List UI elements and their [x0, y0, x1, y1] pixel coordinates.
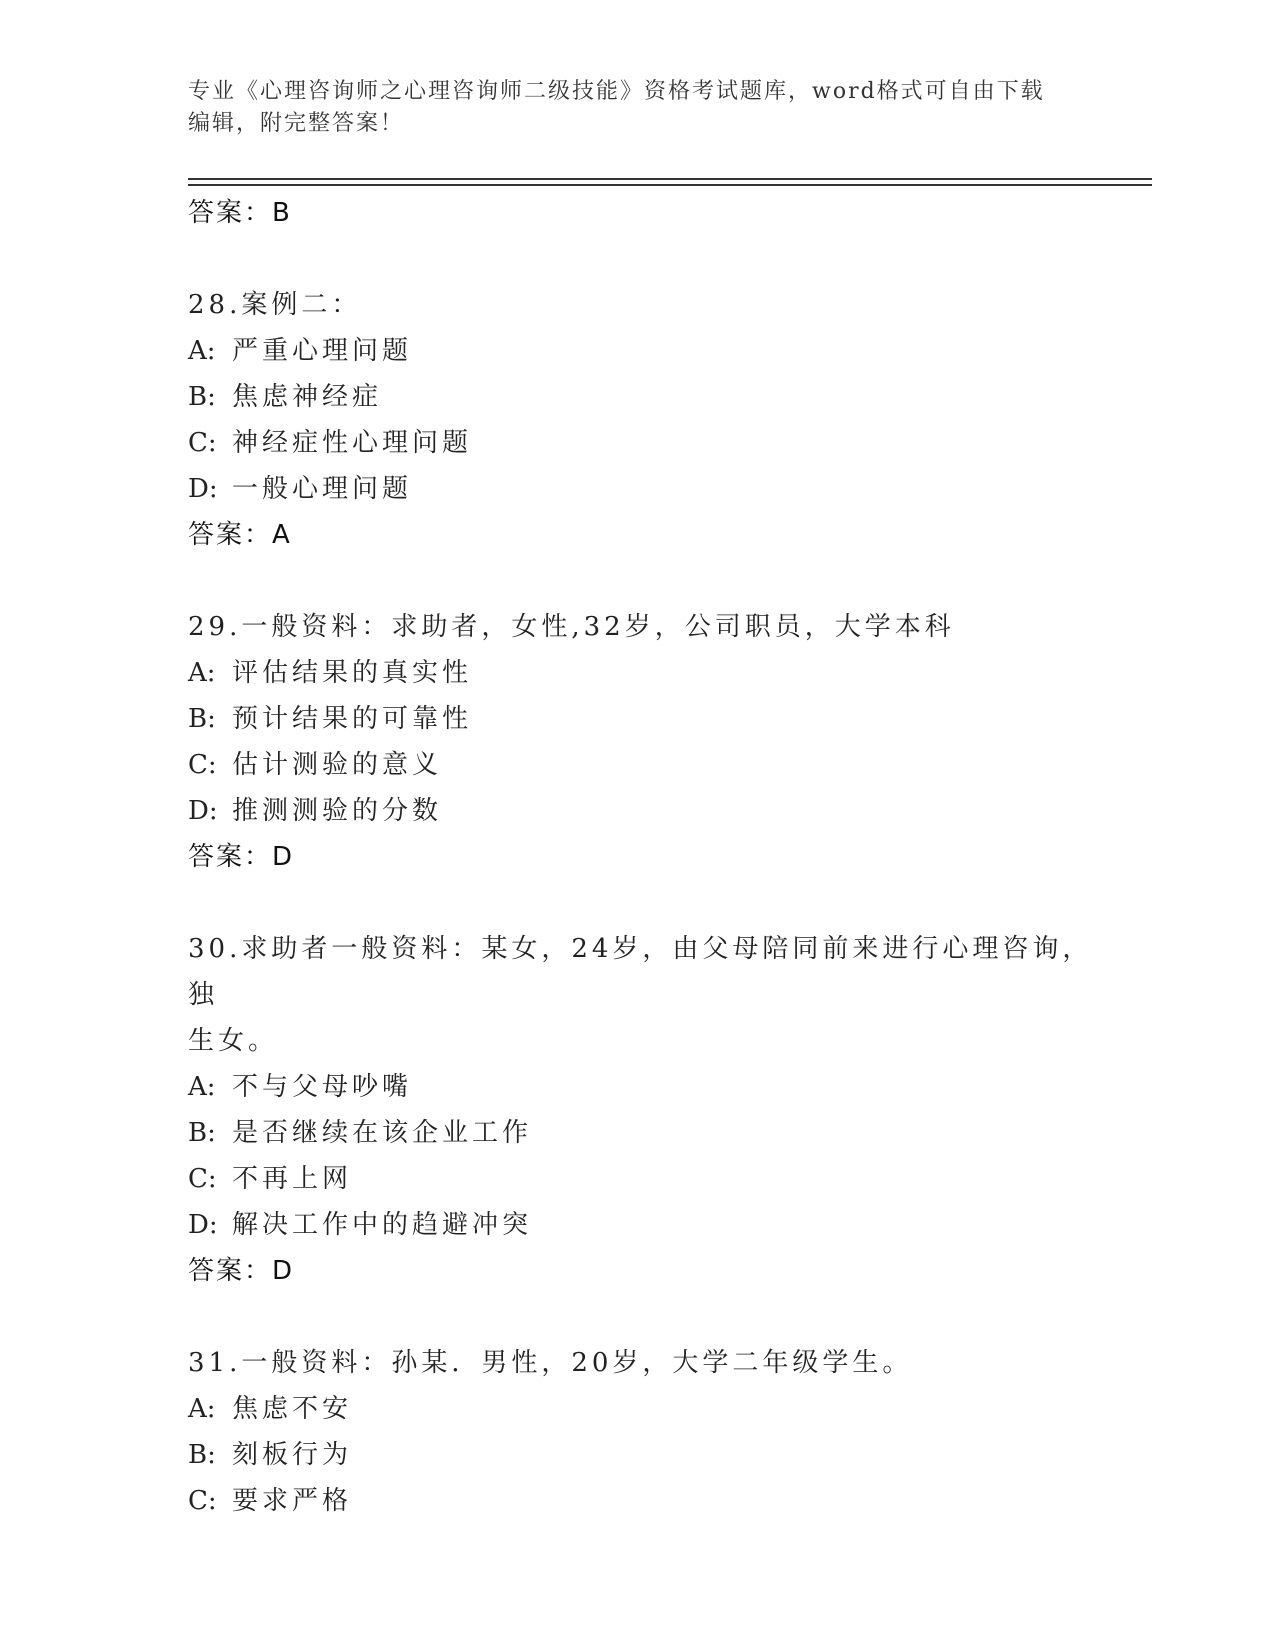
- option-letter: C:: [188, 428, 217, 458]
- option-a: [188, 1386, 1108, 1432]
- question-stem-continued: 生女。: [188, 1026, 279, 1056]
- option-text: 评估结果的真实性: [232, 658, 473, 688]
- option-letter: C:: [188, 1164, 217, 1194]
- answer-line: 答案：B: [188, 198, 292, 228]
- option-d: [188, 788, 1108, 834]
- option-text: 严重心理问题: [232, 336, 413, 366]
- option-letter: C:: [188, 750, 217, 780]
- option-c: [188, 420, 1108, 466]
- question-list: [188, 190, 1108, 1524]
- option-a: [188, 328, 1108, 374]
- question-30: [188, 926, 1108, 1294]
- question-stem: 31.一般资料：孙某．男性，20岁，大学二年级学生。: [188, 1348, 913, 1378]
- option-letter: A:: [188, 1072, 216, 1102]
- option-letter: D:: [188, 1210, 218, 1240]
- answer-line: 答案：A: [188, 520, 292, 550]
- option-text: 推测测验的分数: [232, 796, 443, 826]
- option-text: 不与父母吵嘴: [232, 1072, 413, 1102]
- option-text: 刻板行为: [232, 1440, 353, 1470]
- option-a: [188, 1064, 1108, 1110]
- question-stem: 28.案例二：: [188, 290, 362, 320]
- option-text: 解决工作中的趋避冲突: [232, 1210, 533, 1240]
- option-b: [188, 696, 1108, 742]
- option-letter: A:: [188, 658, 216, 688]
- document-header: [188, 76, 1068, 140]
- question-29: [188, 604, 1108, 880]
- question-31: [188, 1340, 1108, 1524]
- option-letter: A:: [188, 1394, 216, 1424]
- option-letter: C:: [188, 1486, 217, 1516]
- header-line-2: 编辑，附完整答案！: [188, 111, 405, 136]
- option-d: [188, 1202, 1108, 1248]
- option-c: [188, 1156, 1108, 1202]
- option-text: 估计测验的意义: [232, 750, 443, 780]
- question-stem: 29.一般资料：求助者，女性,32岁，公司职员，大学本科: [188, 612, 955, 642]
- question-stem: 30.求助者一般资料：某女，24岁，由父母陪同前来进行心理咨询，独: [188, 934, 1093, 1010]
- header-line-1: 专业《心理咨询师之心理咨询师二级技能》资格考试题库，word格式可自由下载: [188, 79, 1045, 104]
- option-b: [188, 374, 1108, 420]
- question-28: [188, 282, 1108, 558]
- header-rule-top: [188, 178, 1152, 180]
- option-c: [188, 1478, 1108, 1524]
- option-text: 神经症性心理问题: [232, 428, 473, 458]
- answer-line: 答案：D: [188, 842, 295, 872]
- option-text: 焦虑神经症: [232, 382, 383, 412]
- option-c: [188, 742, 1108, 788]
- option-letter: B:: [188, 382, 216, 412]
- option-letter: D:: [188, 474, 218, 504]
- option-b: [188, 1432, 1108, 1478]
- option-text: 要求严格: [232, 1486, 353, 1516]
- option-a: [188, 650, 1108, 696]
- option-letter: A:: [188, 336, 216, 366]
- option-b: [188, 1110, 1108, 1156]
- answer-line: 答案：D: [188, 1256, 295, 1286]
- option-letter: B:: [188, 1440, 216, 1470]
- option-letter: B:: [188, 704, 216, 734]
- option-letter: B:: [188, 1118, 216, 1148]
- header-rule-bottom: [188, 184, 1152, 186]
- option-text: 是否继续在该企业工作: [232, 1118, 533, 1148]
- option-text: 一般心理问题: [232, 474, 413, 504]
- option-d: [188, 466, 1108, 512]
- option-text: 焦虑不安: [232, 1394, 353, 1424]
- option-text: 预计结果的可靠性: [232, 704, 473, 734]
- option-text: 不再上网: [232, 1164, 353, 1194]
- option-letter: D:: [188, 796, 218, 826]
